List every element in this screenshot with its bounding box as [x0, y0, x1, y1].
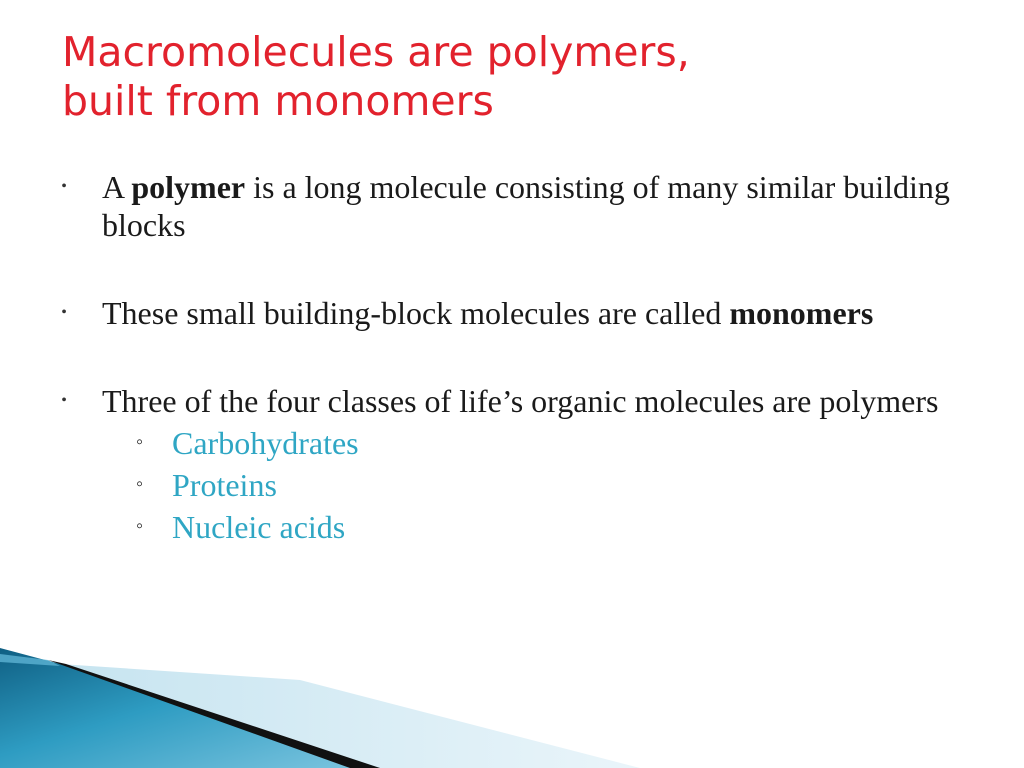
corner-light-band — [60, 664, 640, 768]
bullet-marker: • — [61, 304, 67, 321]
slide-title-line-1: Macromolecules are polymers, — [62, 28, 690, 76]
slide-title — [62, 28, 962, 126]
slide-body — [58, 168, 958, 548]
sub-bullet-marker: ◦ — [136, 473, 144, 495]
corner-blue-band — [0, 648, 380, 768]
sub-item-label: Proteins — [172, 467, 277, 503]
term-monomers: monomers — [729, 295, 874, 331]
bullet-text-pre: These small building-block molecules are called — [102, 295, 730, 331]
bullet-text: Three of the four classes of life’s organic molecules are polymers — [102, 383, 939, 419]
bullet-marker: • — [61, 178, 67, 195]
corner-thin-highlight — [0, 654, 60, 666]
sub-bullet-marker: ◦ — [136, 431, 144, 453]
polymer-classes-list — [102, 422, 958, 548]
bullet-polymer-classes — [58, 382, 958, 548]
bullet-text-pre: A — [102, 169, 132, 205]
sub-item-label: Carbohydrates — [172, 425, 359, 461]
bullet-marker: • — [61, 392, 67, 409]
bullet-monomers-definition — [58, 294, 958, 332]
sub-item-label: Nucleic acids — [172, 509, 346, 545]
bullet-text-post: is a long molecule consisting of many similar building blocks — [102, 169, 950, 243]
term-polymer: polymer — [131, 169, 246, 205]
slide-title-line-2: built from monomers — [62, 77, 494, 125]
sub-item-proteins — [102, 464, 958, 506]
sub-bullet-marker: ◦ — [136, 515, 144, 537]
bullet-polymer-definition — [58, 168, 958, 244]
corner-dark-stripe — [48, 660, 380, 768]
sub-item-carbohydrates — [102, 422, 958, 464]
sub-item-nucleic-acids — [102, 506, 958, 548]
